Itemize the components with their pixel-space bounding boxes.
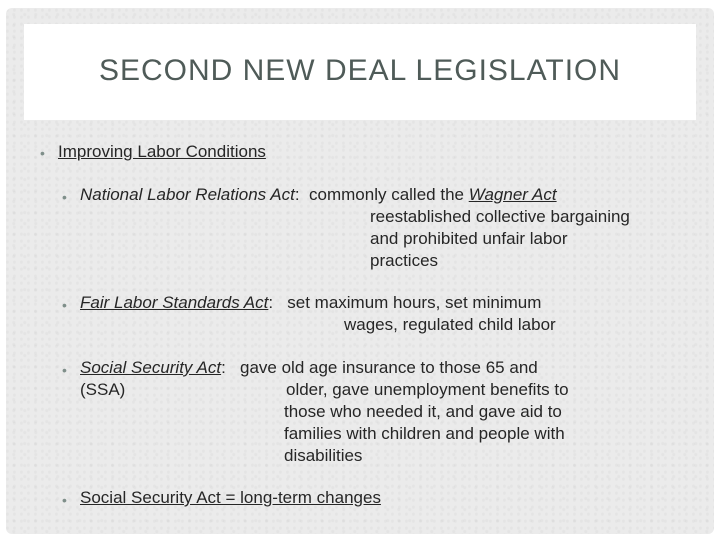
nlra-desc-line: reestablished collective bargaining [370, 207, 630, 226]
list-item-nlra [80, 184, 557, 206]
nlra-desc-line: practices [370, 251, 439, 270]
flsa-desc-line: set maximum hours, set minimum [287, 293, 542, 312]
nlra-separator: : [294, 185, 300, 204]
bullet-icon: • [62, 492, 67, 508]
wagner-act-term: Wagner Act [468, 185, 557, 204]
ssa-desc-line: those who needed it, and gave aid to [284, 402, 562, 421]
bullet-icon: • [62, 362, 67, 378]
ssa-abbreviation: (SSA) [80, 380, 126, 399]
ssa-desc-line: families with children and people with [284, 424, 565, 443]
nlra-desc-line: and prohibited unfair labor [370, 229, 568, 248]
bullet-icon: • [62, 189, 67, 205]
ssa-desc-line: older, gave unemployment benefits to [286, 380, 569, 399]
list-item-flsa [80, 292, 541, 314]
slide-title: SECOND NEW DEAL LEGISLATION [98, 54, 622, 87]
ssa-desc-line: gave old age insurance to those 65 and [240, 358, 538, 377]
nlra-term: National Labor Relations Act [80, 185, 295, 204]
bullet-icon: • [62, 297, 67, 313]
flsa-term: Fair Labor Standards Act [80, 293, 269, 312]
ssa-term: Social Security Act [80, 358, 222, 377]
main-point: Improving Labor Conditions [58, 142, 266, 161]
list-item-ssa [80, 357, 538, 379]
flsa-separator: : [268, 293, 274, 312]
flsa-desc-line: wages, regulated child labor [344, 315, 556, 334]
bullet-icon: • [40, 145, 45, 161]
ssa-desc-line: disabilities [284, 446, 363, 465]
ssa-separator: : [221, 358, 226, 377]
nlra-lead: commonly called the [309, 185, 464, 204]
list-item-ssa-summary: Social Security Act = long-term changes [80, 488, 381, 507]
